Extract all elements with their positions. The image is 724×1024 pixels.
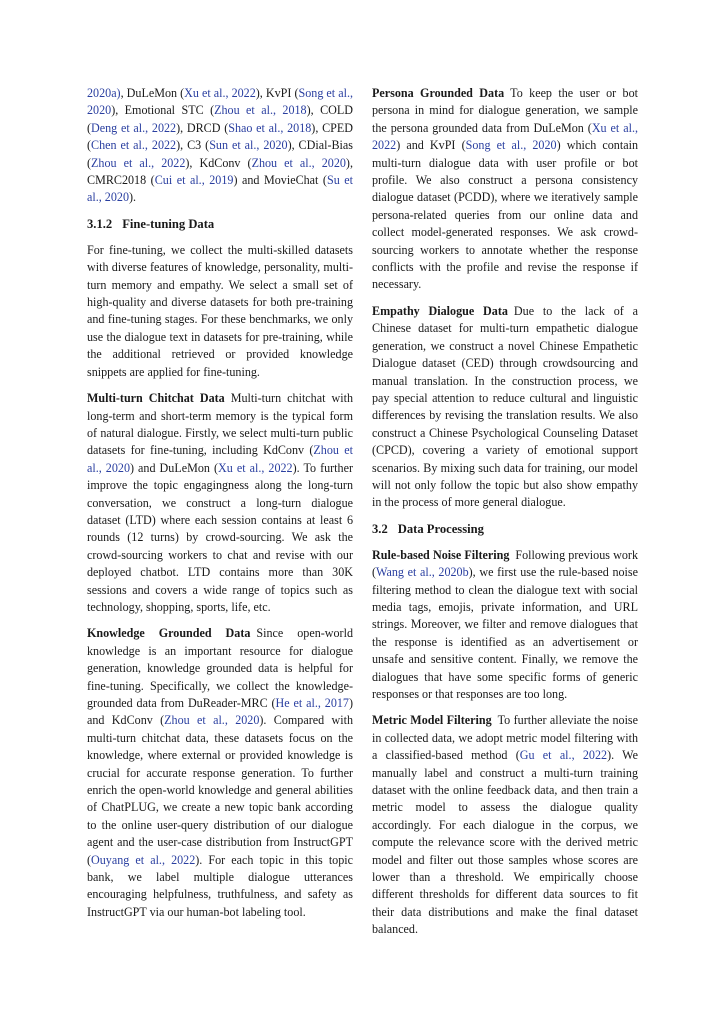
- citation-link[interactable]: Zhou et al., 2022: [91, 155, 186, 170]
- citation-link[interactable]: Cui et al., 2019: [154, 173, 234, 188]
- chitchat-body: [87, 391, 353, 614]
- subsection-number: 3.1.2: [87, 216, 113, 231]
- citation-link[interactable]: Song et al., 2020: [465, 138, 557, 153]
- metric-heading: Metric Model Filtering: [372, 713, 492, 728]
- text-run: ) which contain multi-turn dialogue data with user profile or bot profile. We also construct a persona consistency dialogue dataset (PCDD), where we iteratively sample persona-related queries from our online data and collect model-generated responses. We ask crowd-sourcing workers to annotate whether the response conflicts with the profile and revise the response if necessary.: [372, 138, 638, 292]
- text-run: Since open-world knowledge is an important resource for dialogue generation, knowledge grounded data is helpful for fine-tuning. Specifically, we collect the knowledge-grounded data from DuReader-MRC (: [87, 626, 353, 710]
- text-run: ), we first use the rule-based noise filtering method to clean the dialogue text with social media tags, emojis, private information, and URL strings. Moreover, we filter and remove dialogues that the response is identified as an advertisement or unsafe and sensitive content. Finally, we remove the dialogues that have some specific forms of generic responses or that responses are too long.: [372, 565, 638, 701]
- text-run: ). Compared with multi-turn chitchat data, these datasets focus on the knowledge, where external or provided knowledge is crucial for accurate response generation. To further enrich the open-world knowledge and general abilities of ChatPLUG, we create a new topic bank according to the online user-query distribution of our dialogue agent and the user-case distribution from InstructGPT (: [87, 713, 353, 867]
- citation-link[interactable]: Zhou et al., 2020: [87, 443, 353, 475]
- intro-paragraph: [87, 85, 353, 207]
- citation-link[interactable]: Zhou et al., 2018: [214, 103, 307, 118]
- text-run: ) and DuLeMon (: [130, 460, 219, 475]
- section-heading: [372, 521, 638, 538]
- citation-link[interactable]: Xu et al., 2022: [372, 120, 638, 153]
- citation-link[interactable]: Xu et al., 2022: [184, 86, 256, 100]
- text-run: ). To further improve the topic engagingness along the long-turn conversation, we construct a long-turn dialogue dataset (LTD) where each session contains at least 6 rounds (12 turns) by crowd-sourcing. We ask the crowd-sourcing workers to chat and revise with our deployed chatbot. LTD contains more than 30K sessions and covers a wide range of topics such as technology, shopping, sports, life, etc.: [87, 460, 353, 614]
- citation-link[interactable]: Chen et al., 2022: [91, 138, 177, 153]
- text-run: ), KvPI (: [255, 86, 299, 100]
- knowledge-paragraph: [87, 625, 353, 921]
- metric-body: [372, 713, 638, 936]
- citation-link[interactable]: Xu et al., 2022: [218, 460, 293, 475]
- citation-link[interactable]: Shao et al., 2018: [228, 120, 312, 135]
- citation-link[interactable]: Wang et al., 2020b: [376, 565, 469, 580]
- noise-paragraph: [372, 547, 638, 704]
- knowledge-body: [87, 626, 353, 919]
- noise-body: [372, 548, 638, 701]
- citation-link[interactable]: Song et al., 2020: [87, 86, 353, 118]
- citation-link[interactable]: Deng et al., 2022: [91, 120, 177, 135]
- noise-heading: Rule-based Noise Filtering: [372, 547, 510, 562]
- chitchat-heading: Multi-turn Chitchat Data: [87, 391, 225, 406]
- persona-body: [372, 86, 638, 291]
- text-run: , DuLeMon (: [120, 86, 185, 100]
- knowledge-heading: Knowledge Grounded Data: [87, 626, 251, 641]
- right-column: [372, 85, 638, 948]
- empathy-heading: Empathy Dialogue Data: [372, 303, 508, 318]
- text-run: ), KdConv (: [185, 155, 252, 170]
- section-number: 3.2: [372, 521, 388, 536]
- text-run: To keep the user or bot persona in mind for dialogue generation, we sample the persona grounded data from DuLeMon (: [372, 86, 638, 135]
- text-run: To further alleviate the noise in collected data, we adopt metric model filtering with a classified-based method (: [372, 713, 638, 763]
- finetuning-paragraph: [87, 242, 353, 381]
- text-run: ), COLD (: [87, 103, 354, 135]
- citation-link[interactable]: 2020a): [87, 86, 121, 100]
- text-run: ), CPED (: [87, 120, 353, 153]
- text-run: ), Emotional STC (: [111, 103, 215, 118]
- left-column: [87, 85, 353, 930]
- empathy-body: [372, 304, 638, 509]
- text-run: ), C3 (: [176, 138, 210, 153]
- text-run: ).: [129, 190, 137, 205]
- text-run: ), DRCD (: [176, 120, 229, 135]
- subsection-title: Fine-tuning Data: [122, 216, 215, 231]
- persona-paragraph: [372, 85, 638, 294]
- citation-link[interactable]: Sun et al., 2020: [209, 138, 288, 153]
- text-run: ) and KdConv (: [87, 696, 353, 728]
- section-title: Data Processing: [397, 521, 484, 536]
- subsection-heading: [87, 216, 353, 233]
- text-run: ) and MovieChat (: [233, 173, 327, 188]
- text-run: Following previous work (: [372, 547, 638, 580]
- citation-link[interactable]: Gu et al., 2022: [519, 748, 608, 763]
- text-run: Multi-turn chitchat with long-term and short-term memory is the typical form of natural dialogue. Firstly, we select multi-turn public datasets for fine-tuning, including KdConv (: [87, 391, 353, 458]
- citation-link[interactable]: Su et al., 2020: [87, 173, 353, 205]
- persona-heading: Persona Grounded Data: [372, 86, 505, 100]
- text-run: Due to the lack of a Chinese dataset for multi-turn empathetic dialogue generation, we construct a novel Chinese Empathetic Dialogue dataset (CED) through crowdsourcing and manual translation. In the construction process, we pay special attention to reduce cultural and linguistic differences by revising the translation results. We also construct a Chinese Psychological Counseling Dataset (CPCD), covering a variety of emotional support scenarios. By mixing such data for training, our model will not only follow the topic but also show empathy in the process of more general dialogue.: [372, 303, 638, 510]
- chitchat-paragraph: [87, 390, 353, 616]
- metric-paragraph: [372, 712, 638, 938]
- citation-link[interactable]: Ouyang et al., 2022: [91, 852, 196, 867]
- citation-link[interactable]: Zhou et al., 2020: [251, 155, 346, 170]
- citation-link[interactable]: He et al., 2017: [275, 696, 349, 710]
- empathy-paragraph: [372, 303, 638, 512]
- text-run: ), CMRC2018 (: [87, 155, 353, 188]
- text-run: ), CDial-Bias (: [87, 138, 353, 170]
- citation-link[interactable]: Zhou et al., 2020: [164, 713, 260, 728]
- text-run: ) and KvPI (: [396, 138, 466, 153]
- text-run: For fine-tuning, we collect the multi-skilled datasets with diverse features of knowledge, personality, multi-turn memory and empathy. We select a small set of high-quality and diverse datasets for both pre-training and fine-tuning stages. For these benchmarks, we only use the dialogue text in datasets for pre-training, while the additional retrieved or provided knowledge snippets are applied for fine-tuning.: [87, 242, 353, 379]
- text-run: ). We manually label and construct a multi-turn training dataset with the online feedback data, and then train a metric model to assess the dialogue quality accordingly. For each dialogue in the corpus, we compute the relevance score with the derived metric model and filter out those samples whose scores are lower than a threshold. We empirically choose different thresholds for different data sources to fit their data distributions and make the final dataset balanced.: [372, 748, 638, 937]
- text-run: ). For each topic in this topic bank, we label multiple dialogue utterances encouraging helpfulness, truthfulness, and safety as InstructGPT via our human-bot labeling tool.: [87, 852, 353, 919]
